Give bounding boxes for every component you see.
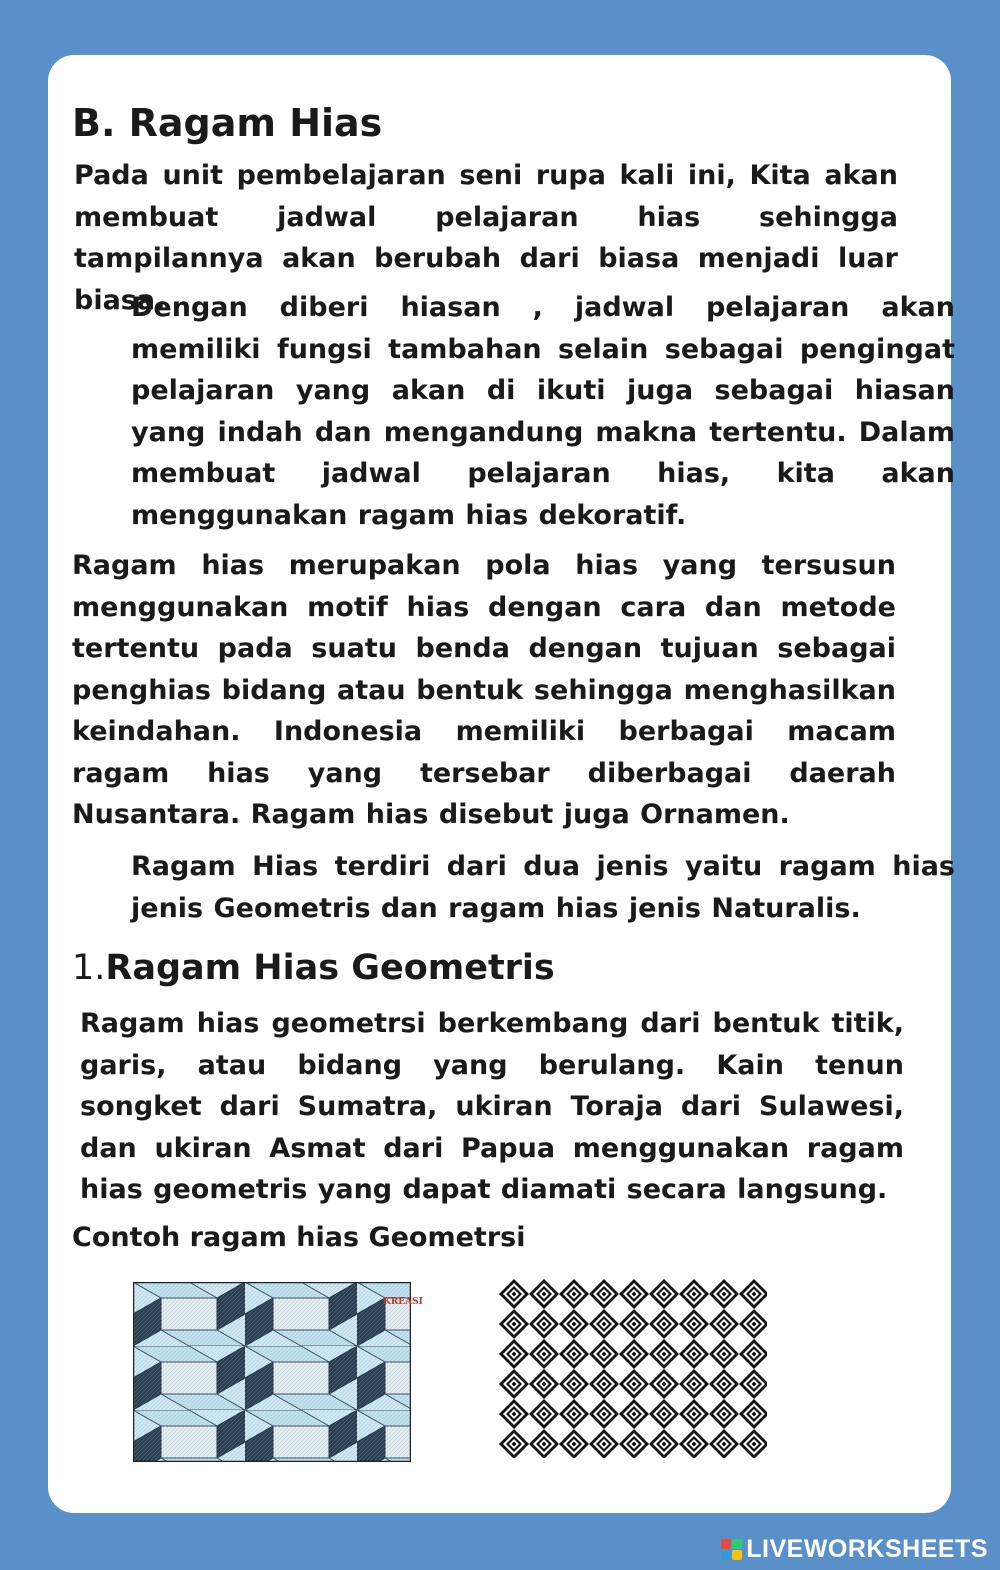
cube-pattern-image bbox=[133, 1282, 423, 1462]
diamond-pattern-image bbox=[499, 1279, 767, 1458]
watermark-text: KREASI bbox=[383, 1297, 423, 1307]
liveworksheets-brand: LIVEWORKSHEETS bbox=[746, 1535, 988, 1563]
cube-pattern-svg bbox=[133, 1282, 411, 1462]
example-caption: Contoh ragam hias Geometrsi bbox=[72, 1222, 526, 1253]
section-number: 1. bbox=[72, 948, 106, 988]
liveworksheets-logo-icon bbox=[721, 1539, 742, 1560]
types-paragraph: Ragam Hias terdiri dari dua jenis yaitu ragam hias jenis Geometris dan ragam hias jenis Naturalis. bbox=[131, 851, 955, 924]
section-title: Ragam Hias Geometris bbox=[105, 948, 555, 988]
definition-paragraph: Ragam hias merupakan pola hias yang tersusun menggunakan motif hias dengan cara dan metode tertentu pada suatu benda dengan tujuan sebagai penghias bidang atau bentuk sehingga menghasilkan keindahan. Indonesia memiliki berbagai macam ragam hias yang tersebar diberbagai daerah Nusantara. Ragam hias disebut juga Ornamen. bbox=[72, 550, 896, 830]
page-title: B. Ragam Hias bbox=[72, 101, 383, 145]
diamond-pattern-svg bbox=[499, 1279, 767, 1458]
hiasan-paragraph: Dengan diberi hiasan , jadwal pelajaran akan memiliki fungsi tambahan selain sebagai pengingat pelajaran yang akan di ikuti juga sebagai hiasan yang indah dan mengandung makna tertentu. Dalam membuat jadwal pelajaran hias, kita akan menggunakan ragam hias dekoratif. bbox=[131, 292, 955, 531]
geometris-paragraph: Ragam hias geometrsi berkembang dari bentuk titik, garis, atau bidang yang berulang. Kain tenun songket dari Sumatra, ukiran Toraja dari Sulawesi, dan ukiran Asmat dari Papua menggunakan ragam hias geometris yang dapat diamati secara langsung. bbox=[80, 1008, 904, 1205]
intro-paragraph: Pada unit pembelajaran seni rupa kali ini, Kita akan membuat jadwal pelajaran hias sehingga tampilannya akan berubah dari biasa menjadi luar biasa. bbox=[74, 160, 898, 316]
section-heading bbox=[72, 946, 555, 990]
liveworksheets-footer bbox=[721, 1535, 988, 1564]
